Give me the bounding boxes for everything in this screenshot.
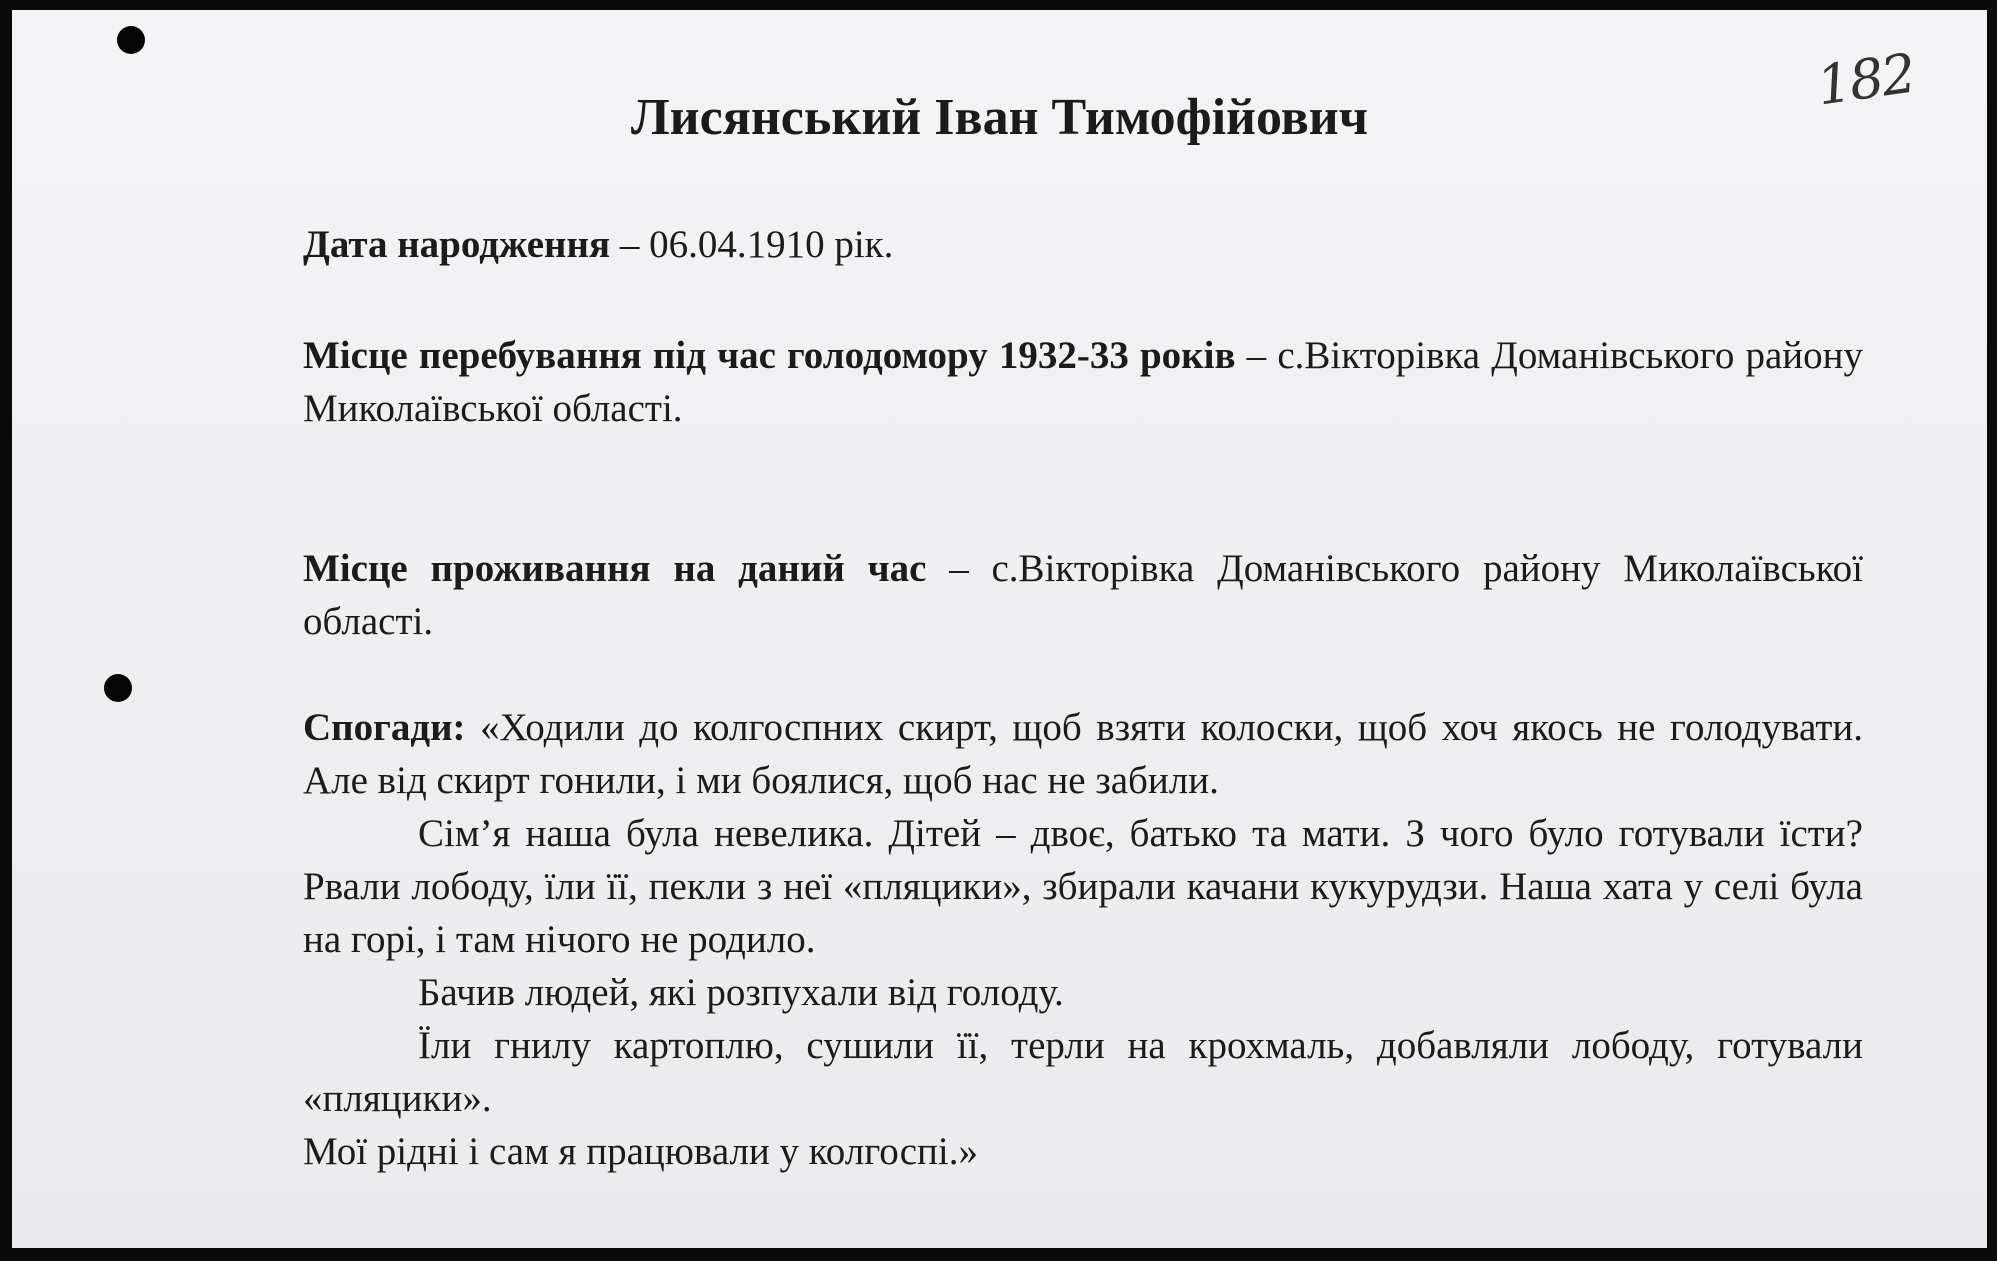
- birth-date-separator: –: [610, 223, 650, 266]
- birth-date-label: Дата народження: [303, 223, 611, 266]
- current-place-value: с.Вікторівка Доманівського району Миколаївської області.: [303, 547, 1863, 643]
- birth-date-line: [303, 218, 1863, 271]
- memories-section: [303, 701, 1863, 1178]
- famine-place-label: Місце перебування під час голодомору 1932-33 років: [303, 334, 1236, 377]
- document-page: [12, 10, 1987, 1248]
- punch-hole-top: [117, 26, 145, 54]
- punch-hole-middle: [104, 674, 132, 702]
- current-place-label: Місце проживання на даний час: [303, 547, 927, 590]
- famine-place-value: с.Вікторівка Доманівського району Миколаївської області.: [303, 334, 1864, 430]
- memories-paragraph-5: Мої рідні і сам я працювали у колгоспі.»: [303, 1130, 978, 1173]
- memories-paragraph-1: «Ходили до колгоспних скирт, щоб взяти колоски, щоб хоч якось не голодувати. Але від скирт гонили, і ми боялися, щоб нас не забили.: [303, 706, 1863, 802]
- memories-label: Спогади:: [303, 706, 466, 749]
- birth-date-value: 06.04.1910 рік.: [649, 223, 894, 266]
- famine-place-paragraph: [303, 329, 1863, 435]
- memories-paragraph-3: Бачив людей, які розпухали від голоду.: [418, 971, 1064, 1014]
- handwritten-page-number: 182: [1813, 41, 1918, 118]
- memories-first-paragraph: [303, 706, 1863, 802]
- page-title: Лисянський Іван Тимофійович: [630, 89, 1369, 146]
- memories-paragraph-2: Сім’я наша була невелика. Дітей – двоє, батько та мати. З чого було готували їсти? Рвали лободу, їли її, пекли з неї «пляцики», збирали качани кукурудзи. Наша хата у селі була на горі, і там нічого не родило.: [303, 812, 1863, 961]
- current-place-paragraph: [303, 542, 1863, 648]
- memories-paragraph-4: Їли гнилу картоплю, сушили її, терли на крохмаль, добавляли лободу, готували «пляцики».: [303, 1024, 1863, 1120]
- famine-place-separator: –: [1235, 334, 1278, 377]
- current-place-separator: –: [926, 547, 992, 590]
